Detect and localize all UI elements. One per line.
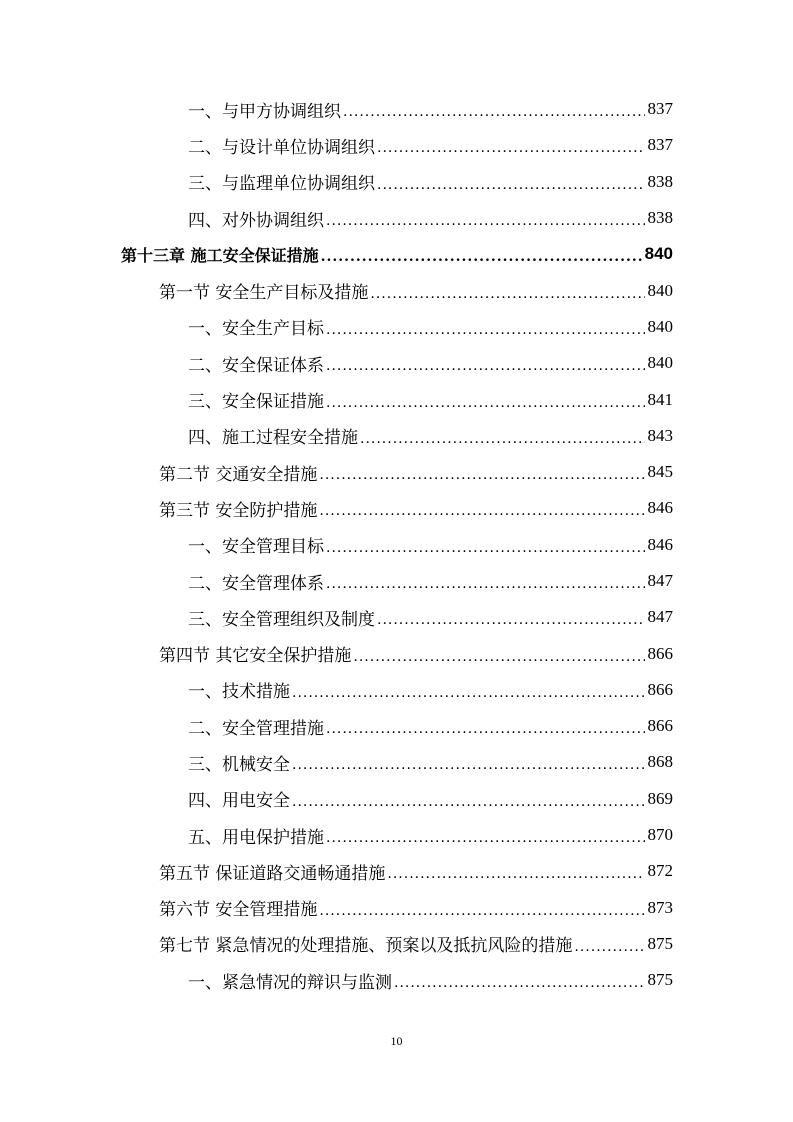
toc-section-title: 第四节 其它安全保护措施 [159,641,353,666]
toc-section-page: 872 [647,861,673,881]
dot-leader [326,831,645,845]
dot-leader [370,287,644,301]
toc-entry-page: 866 [647,679,673,699]
toc-entry-page: 837 [647,99,673,119]
toc-entry-page: 875 [647,970,673,990]
toc-entry[interactable] [0,708,793,744]
toc-entry-page: 869 [647,788,673,808]
toc-section[interactable] [0,926,793,962]
toc-section[interactable] [0,272,793,308]
toc-entry-page: 868 [647,752,673,772]
toc-entry-page: 838 [647,208,673,228]
toc-section-title: 第七节 紧急情况的处理措施、预案以及抵抗风险的措施 [159,931,574,956]
toc-entry-title: 二、与设计单位协调组织 [188,133,377,158]
toc-entry-title: 一、安全生产目标 [188,314,326,339]
toc-entry-title: 一、安全管理目标 [188,532,326,557]
dot-leader [377,178,645,192]
toc-entry-title: 五、用电保护措施 [188,823,326,848]
toc-entry-page: 840 [647,316,673,336]
toc-section[interactable] [0,454,793,490]
toc-entry[interactable] [0,527,793,563]
toc-entry-title: 一、紧急情况的辩识与监测 [188,968,394,993]
toc-section-page: 866 [647,643,673,663]
toc-section[interactable] [0,490,793,526]
toc-section-page: 875 [647,933,673,953]
toc-entry[interactable] [0,781,793,817]
toc-section-title: 第六节 安全管理措施 [159,895,319,920]
dot-leader [319,504,644,518]
dot-leader [319,904,644,918]
toc-chapter-title: 第十三章 施工安全保证措施 [121,243,321,266]
dot-leader [319,468,644,482]
toc-entry-title: 四、施工过程安全措施 [188,423,360,448]
toc-entry[interactable] [0,672,793,708]
toc-section-title: 第二节 交通安全措施 [159,460,319,485]
dot-leader [387,867,644,881]
dot-leader [326,323,645,337]
toc-section-title: 第一节 安全生产目标及措施 [159,278,370,303]
toc-entry-title: 四、对外协调组织 [188,206,326,231]
toc-entry[interactable] [0,962,793,998]
toc-section[interactable] [0,635,793,671]
toc-section-page: 846 [647,498,673,518]
toc-section-title: 第五节 保证道路交通畅通措施 [159,859,387,884]
toc-entry-title: 三、安全管理组织及制度 [188,605,377,630]
dot-leader [292,795,645,809]
page-number: 10 [390,1034,403,1048]
toc-entry-title: 三、安全保证措施 [188,387,326,412]
table-of-contents [0,91,793,998]
toc-entry[interactable] [0,563,793,599]
toc-entry-page: 870 [647,825,673,845]
toc-entry-page: 847 [647,571,673,590]
dot-leader [326,359,645,373]
dot-leader [353,650,644,664]
toc-entry-page: 847 [647,607,673,627]
dot-leader [377,613,645,627]
toc-entry[interactable] [0,599,793,635]
toc-entry[interactable] [0,309,793,345]
toc-entry-page: 843 [647,425,673,445]
dot-leader [326,214,645,228]
toc-entry[interactable] [0,418,793,454]
toc-entry[interactable] [0,91,793,127]
toc-entry-title: 二、安全保证体系 [188,351,326,376]
dot-leader [377,141,645,155]
toc-entry[interactable] [0,345,793,381]
dot-leader [292,686,645,700]
toc-entry[interactable] [0,200,793,236]
toc-entry-title: 二、安全管理体系 [188,569,326,594]
toc-entry[interactable] [0,744,793,780]
toc-entry[interactable] [0,817,793,853]
dot-leader [292,758,645,772]
toc-section[interactable] [0,890,793,926]
toc-section-page: 845 [647,462,673,482]
toc-entry-title: 一、技术措施 [188,677,292,702]
toc-entry-page: 840 [647,353,673,373]
toc-entry-title: 三、与监理单位协调组织 [188,169,377,194]
toc-entry-title: 三、机械安全 [188,750,292,775]
toc-section[interactable] [0,853,793,889]
toc-entry-page: 866 [647,716,673,736]
toc-entry-page: 846 [647,534,673,554]
toc-chapter[interactable] [0,236,793,272]
toc-section-page: 840 [647,280,673,300]
dot-leader [326,541,645,555]
dot-leader [326,722,645,736]
toc-entry-title: 二、安全管理措施 [188,714,326,739]
dot-leader [360,432,645,446]
dot-leader [343,105,645,119]
toc-chapter-page: 840 [644,244,673,264]
toc-entry-page: 838 [647,171,673,191]
toc-entry[interactable] [0,164,793,200]
dot-leader [394,976,645,990]
toc-entry-page: 837 [647,135,673,155]
toc-section-page: 873 [647,897,673,917]
toc-entry[interactable] [0,381,793,417]
toc-section-title: 第三节 安全防护措施 [159,496,319,521]
dot-leader [321,250,642,264]
toc-entry-title: 四、用电安全 [188,786,292,811]
toc-entry-title: 一、与甲方协调组织 [188,97,343,122]
dot-leader [326,396,645,410]
toc-entry-page: 841 [647,389,673,409]
dot-leader [326,577,645,591]
dot-leader [574,940,644,954]
toc-entry[interactable] [0,127,793,163]
